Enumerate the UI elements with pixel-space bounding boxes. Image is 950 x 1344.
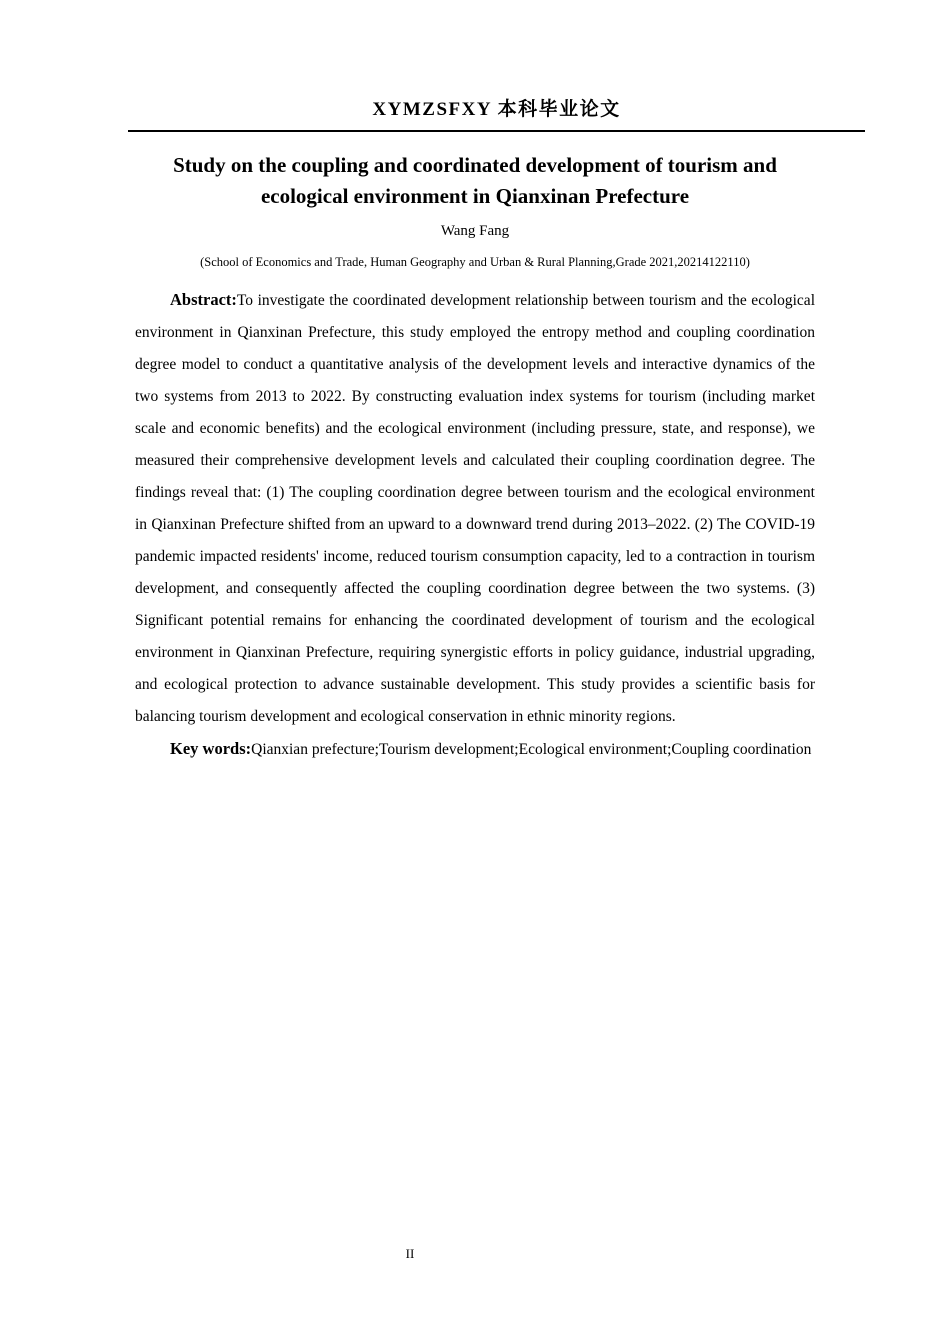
abstract-paragraph bbox=[135, 284, 815, 733]
header-title: XYMZSFXY 本科毕业论文 bbox=[372, 99, 621, 120]
keywords-paragraph bbox=[135, 733, 815, 766]
author-affiliation: (School of Economics and Trade, Human Geography and Urban & Rural Planning,Grade 2021,20214122110) bbox=[200, 255, 750, 269]
page-content bbox=[135, 150, 815, 766]
page-number: II bbox=[405, 1246, 415, 1261]
author-name: Wang Fang bbox=[440, 223, 510, 239]
paper-title: Study on the coupling and coordinated development of tourism and ecological environment in Qianxinan Prefecture bbox=[173, 153, 777, 208]
abstract-label: Abstract: bbox=[170, 290, 237, 309]
page-footer bbox=[0, 1246, 820, 1262]
page-header bbox=[128, 94, 865, 132]
keywords-text: Qianxian prefecture;Tourism development;Ecological environment;Coupling coordination bbox=[251, 741, 812, 758]
keywords-label: Key words: bbox=[170, 739, 252, 758]
abstract-text: To investigate the coordinated development relationship between tourism and the ecological environment in Qianxinan Prefecture, this study employed the entropy method and coupling coordination degree model to conduct a quantitative analysis of the development levels and interactive dynamics of the two systems from 2013 to 2022. By constructing evaluation index systems for tourism (including market scale and economic benefits) and the ecological environment (including pressure, state, and response), we measured their comprehensive development levels and calculated their coupling coordination degree. The findings reveal that: (1) The coupling coordination degree between tourism and the ecological environment in Qianxinan Prefecture shifted from an upward to a downward trend during 2013–2022. (2) The COVID-19 pandemic impacted residents' income, reduced tourism consumption capacity, led to a contraction in tourism development, and consequently affected the coupling coordination degree between the two systems. (3) Significant potential remains for enhancing the coordinated development of tourism and the ecological environment in Qianxinan Prefecture, requiring synergistic efforts in policy guidance, industrial upgrading, and ecological protection to advance sustainable development. This study provides a scientific basis for balancing tourism development and ecological conservation in ethnic minority regions. bbox=[135, 292, 815, 725]
